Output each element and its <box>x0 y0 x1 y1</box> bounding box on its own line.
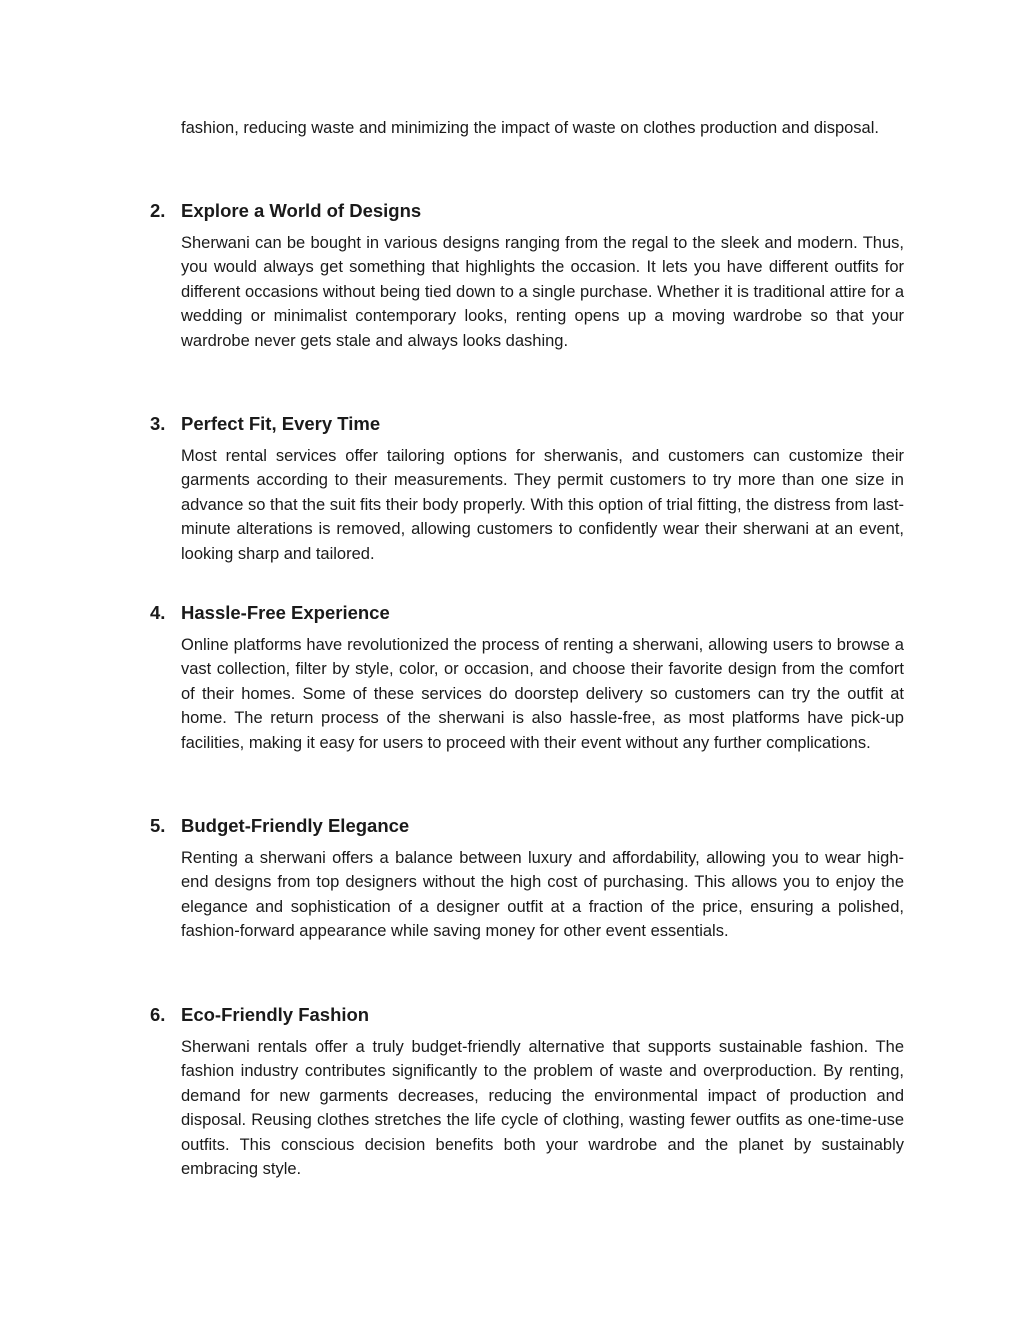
section-heading <box>150 814 904 838</box>
section-body: Online platforms have revolutionized the process of renting a sherwani, allowing users to browse a vast collection, filter by style, color, or occasion, and choose their favorite design from the comfort of their homes. Some of these services do doorstep delivery so customers can try the outfit at home. The return process of the sherwani is also hassle-free, as most platforms have pick-up facilities, making it easy for users to proceed with their event without any further complications. <box>181 636 904 752</box>
section-number: 4. <box>150 602 166 623</box>
section-perfect-fit <box>150 412 904 566</box>
section-budget-friendly <box>150 814 904 944</box>
section-title: Hassle-Free Experience <box>181 602 390 623</box>
section-title: Perfect Fit, Every Time <box>181 413 381 434</box>
section-hassle-free <box>150 601 904 755</box>
section-number: 5. <box>150 815 166 836</box>
section-title: Explore a World of Designs <box>181 200 422 221</box>
section-body: Sherwani rentals offer a truly budget-friendly alternative that supports sustainable fashion. The fashion industry contributes significantly to the problem of waste and overproduction. By renting, demand for new garments decreases, reducing the environmental impact of production and disposal. Reusing clothes stretches the life cycle of clothing, wasting fewer outfits as one-time-use outfits. This conscious decision benefits both your wardrobe and the planet by sustainably embracing style. <box>181 1038 904 1179</box>
section-heading <box>150 601 904 625</box>
intro-paragraph: fashion, reducing waste and minimizing the impact of waste on clothes production and disposal. <box>181 119 879 137</box>
section-number: 3. <box>150 413 166 434</box>
section-number: 2. <box>150 200 166 221</box>
section-explore-designs <box>150 199 904 353</box>
section-body: Renting a sherwani offers a balance between luxury and affordability, allowing you to wear high-end designs from top designers without the high cost of purchasing. This allows you to enjoy the elegance and sophistication of a designer outfit at a fraction of the price, ensuring a polished, fashion-forward appearance while saving money for other event essentials. <box>181 849 904 941</box>
section-heading <box>150 412 904 436</box>
section-body: Most rental services offer tailoring options for sherwanis, and customers can customize their garments according to their measurements. They permit customers to try more than one size in advance so that the suit fits their body properly. With this option of trial fitting, the distress from last-minute alterations is removed, allowing customers to confidently wear their sherwani at an event, looking sharp and tailored. <box>181 447 904 563</box>
section-title: Eco-Friendly Fashion <box>181 1004 370 1025</box>
section-number: 6. <box>150 1004 166 1025</box>
section-eco-friendly <box>150 1003 904 1181</box>
section-heading <box>150 1003 904 1027</box>
section-body: Sherwani can be bought in various designs ranging from the regal to the sleek and modern. Thus, you would always get something that highlights the occasion. It lets you have different outfits for different occasions without being tied down to a single purchase. Whether it is traditional attire for a wedding or minimalist contemporary looks, renting opens up a moving wardrobe so that your wardrobe never gets stale and always looks dashing. <box>181 234 904 350</box>
section-heading <box>150 199 904 223</box>
section-title: Budget-Friendly Elegance <box>181 815 410 836</box>
